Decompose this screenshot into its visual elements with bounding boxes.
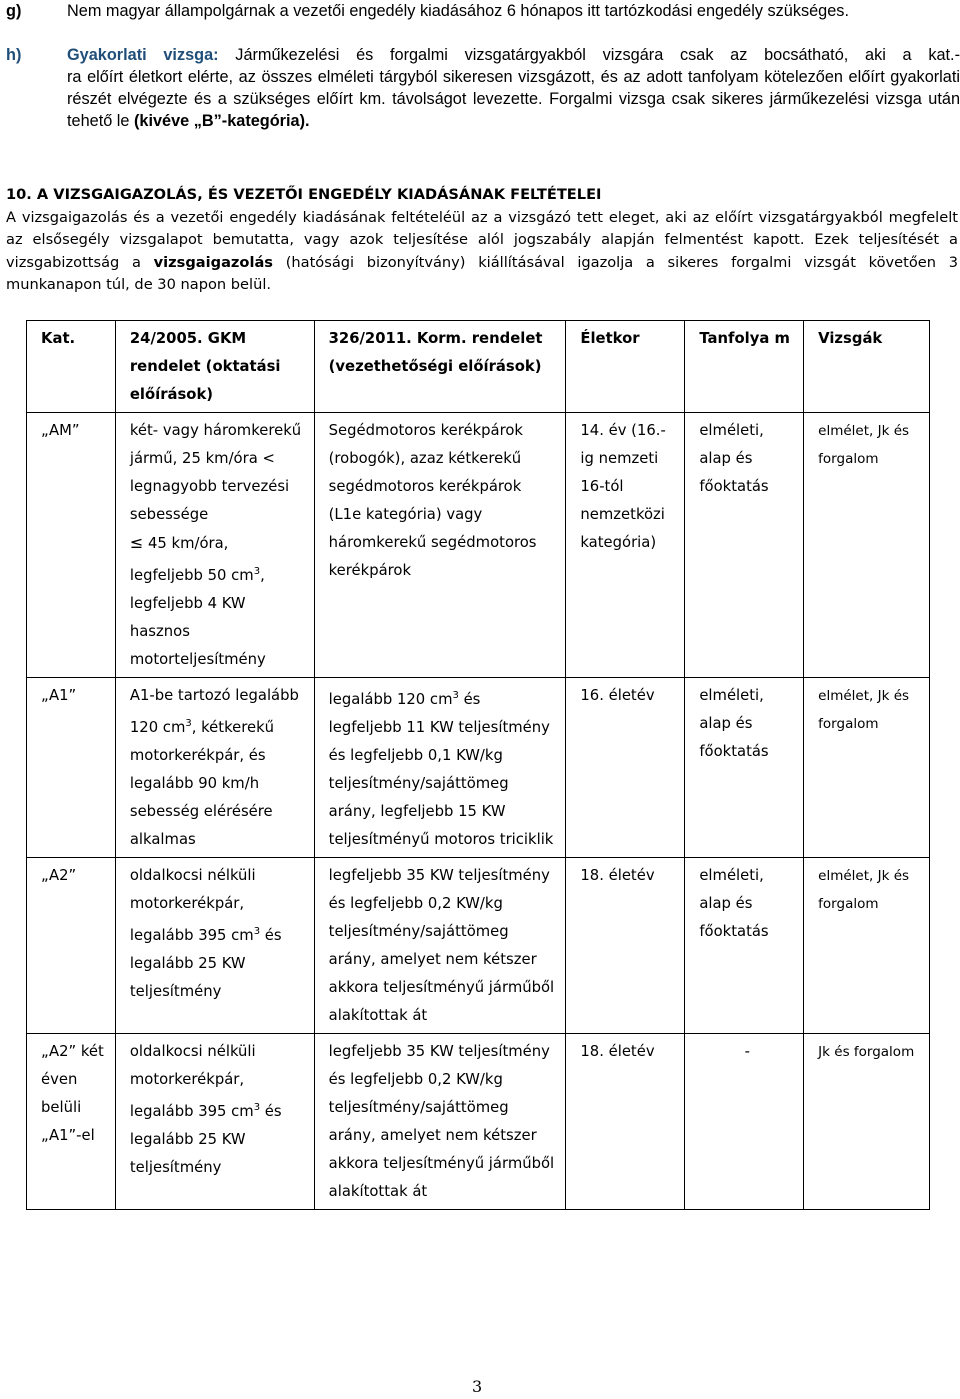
cell-kat: „A1”	[27, 677, 116, 857]
intro-list	[0, 0, 960, 132]
section-heading: 10. A VIZSGAIGAZOLÁS, ÉS VEZETŐI ENGEDÉLY KIADÁSÁNAK FELTÉTELEI	[6, 186, 602, 203]
practical-exam-lead: Gyakorlati vizsga:	[67, 46, 219, 64]
header-kat: Kat.	[27, 321, 116, 413]
cell-tanfolyam: elméleti, alap és főoktatás	[685, 677, 804, 857]
superscript: 3	[185, 717, 192, 729]
list-text-h-line1	[0, 44, 960, 66]
cell-gkm	[115, 857, 314, 1033]
cell-gkm	[115, 413, 314, 678]
cell-eletkor: 18. életév	[566, 1033, 685, 1209]
list-item-g	[0, 0, 960, 44]
cell-eletkor: 14. év (16.-ig nemzeti 16-tól nemzetközi kategória)	[566, 413, 685, 678]
list-label-h: h)	[6, 46, 22, 64]
superscript: 3	[452, 689, 459, 701]
cell-gkm	[115, 677, 314, 857]
table-row	[27, 857, 930, 1033]
header-gkm: 24/2005. GKM rendelet (oktatási előírások)	[115, 321, 314, 413]
cell-kat: „AM”	[27, 413, 116, 678]
header-eletkor: Életkor	[566, 321, 685, 413]
cell-tanfolyam: elméleti, alap és főoktatás	[685, 413, 804, 678]
cell-kat: „A2”	[27, 857, 116, 1033]
practical-exam-line1: Járműkezelési és forgalmi vizsgatárgyakból vizsgára csak az bocsátható, aki a kat.-	[235, 46, 960, 64]
table-header-row	[27, 321, 930, 413]
cell-gkm-text: két- vagy háromkerekű jármű, 25 km/óra < legnagyobb tervezési sebessége	[129, 422, 302, 523]
superscript: 3	[253, 566, 261, 577]
le-symbol: ≤	[129, 533, 144, 552]
list-item-h	[0, 44, 960, 132]
table-row	[27, 677, 930, 857]
cell-gkm-text: 45 km/óra, legfeljebb 50 cm	[129, 535, 254, 584]
table-row	[27, 413, 930, 678]
section-paragraph	[6, 207, 958, 297]
superscript: 3	[253, 1101, 261, 1113]
cell-korm: legfeljebb 35 KW teljesítmény és legfeljebb 0,2 KW/kg teljesítmény/sajáttömeg arány, amelyet nem kétszer akkora teljesítményű járműből alakítottak át	[314, 1033, 566, 1209]
cell-vizsgak: elmélet, Jk és forgalom	[804, 857, 930, 1033]
list-label-g: g)	[6, 2, 22, 20]
cell-gkm-text: , legfeljebb 4 KW hasznos motorteljesítmény	[129, 566, 266, 668]
cell-gkm-text: oldalkocsi nélküli motorkerékpár, legalább 395 cm	[129, 866, 256, 944]
section-10	[6, 184, 958, 297]
cell-eletkor: 16. életév	[566, 677, 685, 857]
header-vizsgak: Vizsgák	[804, 321, 930, 413]
cell-gkm-text: , kétkerekű motorkerékpár, és legalább 90 km/h sebesség elérésére alkalmas	[129, 718, 275, 848]
cell-vizsgak: elmélet, Jk és forgalom	[804, 677, 930, 857]
cell-tanfolyam: elméleti, alap és főoktatás	[685, 857, 804, 1033]
cell-kat: „A2” két éven belüli „A1”-el	[27, 1033, 116, 1209]
list-text-h-rest	[0, 66, 960, 132]
section-paragraph-part2: (hatósági bizonyítvány) kiállításával igazolja a sikeres forgalmi vizsgát követően 3 munkanapon túl, de 30 napon belül.	[6, 253, 958, 293]
cell-gkm-text: oldalkocsi nélküli motorkerékpár, legalább 395 cm	[129, 1042, 256, 1120]
header-tanfolyam: Tanfolya m	[685, 321, 804, 413]
cell-eletkor: 18. életév	[566, 857, 685, 1033]
list-text-g: Nem magyar állampolgárnak a vezetői engedély kiadásához 6 hónapos itt tartózkodási engedély szükséges.	[67, 2, 849, 20]
cell-gkm-text: A1-be tartozó legalább 120 cm	[129, 686, 299, 736]
cell-korm: Segédmotoros kerékpárok (robogók), azaz kétkerekű segédmotoros kerékpárok (L1e kategória) vagy háromkerekű segédmotoros kerékpárok	[314, 413, 566, 678]
category-table	[26, 320, 930, 1210]
section-paragraph-bold: vizsgaigazolás	[153, 253, 273, 271]
cell-vizsgak: elmélet, Jk és forgalom	[804, 413, 930, 678]
superscript: 3	[253, 925, 261, 937]
cell-gkm-text: és legalább 25 KW teljesítmény	[129, 1102, 282, 1176]
cell-korm-text: és legfeljebb 11 KW teljesítmény és legfeljebb 0,1 KW/kg teljesítmény/sajáttömeg arány, legfeljebb 15 KW teljesítményű motoros triciklik	[328, 690, 554, 848]
practical-exam-rest: ra előírt életkort elérte, az összes elméleti tárgyból sikeresen vizsgázott, és az adott tanfolyam kötelezően előírt gyakorlati részét elvégezte és a szükséges előírt km. távolságot levezette. Forgalmi vizsga csak sikeres járműkezelési vizsga után tehető le	[67, 68, 960, 130]
cell-korm: legfeljebb 35 KW teljesítmény és legfeljebb 0,2 KW/kg teljesítmény/sajáttömeg arány, amelyet nem kétszer akkora teljesítményű járműből alakítottak át	[314, 857, 566, 1033]
table-row	[27, 1033, 930, 1209]
page-number: 3	[472, 1377, 483, 1396]
cell-vizsgak: Jk és forgalom	[804, 1033, 930, 1209]
cell-gkm	[115, 1033, 314, 1209]
header-korm: 326/2011. Korm. rendelet (vezethetőségi előírások)	[314, 321, 566, 413]
cell-korm-text: legalább 120 cm	[328, 690, 453, 708]
section-paragraph-part1: A vizsgaigazolás és a vezetői engedély kiadásának feltételéül az a vizsgázó tett eleget, aki az előírt vizsgatárgyakból megfelelt az elsősegély vizsgalapot bemutatta, vagy azok teljesítése alól jogszabály alapján felmentést kapott. Ezek teljesítését a vizsgabizottság a	[6, 208, 958, 271]
cell-tanfolyam: -	[685, 1033, 804, 1209]
cell-korm	[314, 677, 566, 857]
practical-exam-exception: (kivéve „B”-kategória).	[134, 112, 310, 130]
cell-gkm-text: és legalább 25 KW teljesítmény	[129, 926, 282, 1000]
